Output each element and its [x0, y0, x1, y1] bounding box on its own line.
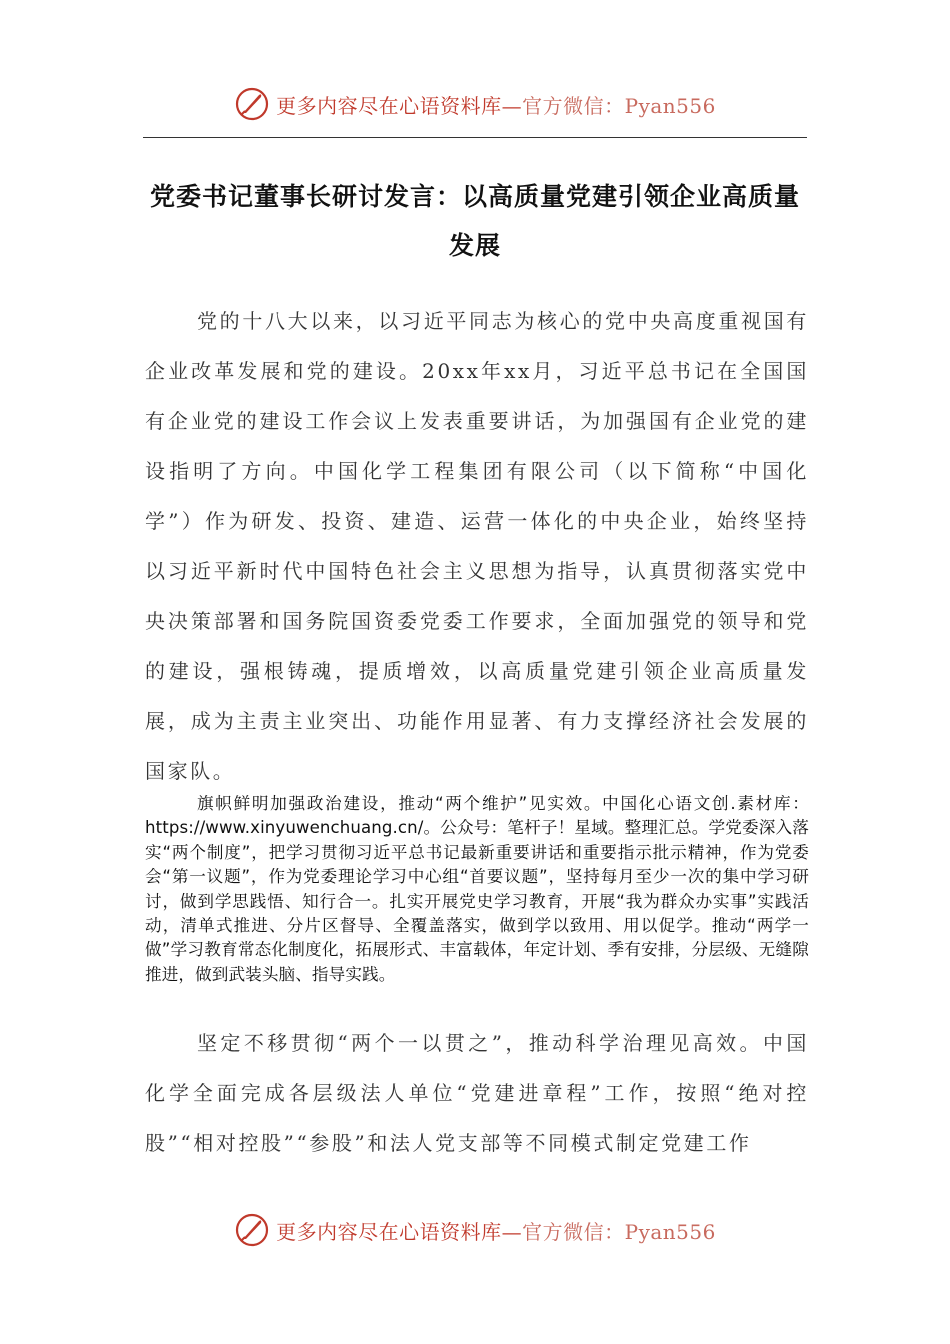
banner-text [276, 90, 716, 119]
body-paragraph-2: 旗帜鲜明加强政治建设，推动“两个维护”见实效。中国化心语文创.素材库：https://www.xinyuwenchuang.cn/。公众号：笔杆子！星域。整理汇总。学党委深入落实“两个制度”，把学习贯彻习近平总书记最新重要讲话和重要指示批示精神，作为党委会“第一议题”，作为党委理论学习中心组“首要议题”，坚持每月至少一次的集中学习研讨，做到学思践悟、知行合一。扎实开展党史学习教育，开展“我为群众办实事”实践活动，清单式推进、分片区督导、全覆盖落实，做到学以致用、用以促学。推动“两学一做”学习教育常态化制度化，拓展形式、丰富载体，年定计划、季有安排，分层级、无缝隙推进，做到武装头脑、指导实践。 [145, 794, 809, 984]
header-banner [0, 82, 950, 126]
banner-main-text: 更多内容尽在心语资料库 [276, 1219, 502, 1244]
footer-banner [0, 1208, 950, 1252]
quill-pen-in-circle-icon [234, 1212, 270, 1248]
banner-main-text: 更多内容尽在心语资料库 [276, 93, 502, 118]
header-divider [143, 137, 807, 138]
document-title: 党委书记董事长研讨发言：以高质量党建引领企业高质量发展 [149, 182, 800, 260]
banner-dash: — [501, 93, 523, 118]
body-paragraph-1: 党的十八大以来，以习近平同志为核心的党中央高度重视国有企业改革发展和党的建设。20xx年xx月，习近平总书记在全国国有企业党的建设工作会议上发表重要讲话，为加强国有企业党的建设指明了方向。中国化学工程集团有限公司（以下简称“中国化学”）作为研发、投资、建造、运营一体化的中央企业，始终坚持以习近平新时代中国特色社会主义思想为指导，认真贯彻落实党中央决策部署和国务院国资委党委工作要求，全面加强党的领导和党的建设，强根铸魂，提质增效，以高质量党建引领企业高质量发展，成为主责主业突出、功能作用显著、有力支撑经济社会发展的国家队。 [145, 309, 809, 783]
banner-text [276, 1216, 716, 1245]
banner-dash: — [501, 1219, 523, 1244]
quill-pen-in-circle-icon [234, 86, 270, 122]
banner-contact: 官方微信：Pyan556 [522, 93, 716, 118]
body-paragraph-3: 坚定不移贯彻“两个一以贯之”，推动科学治理见高效。中国化学全面完成各层级法人单位“党建进章程”工作，按照“绝对控股”“相对控股”“参股”和法人党支部等不同模式制定党建工作 [145, 1031, 809, 1155]
banner-contact: 官方微信：Pyan556 [522, 1219, 716, 1244]
